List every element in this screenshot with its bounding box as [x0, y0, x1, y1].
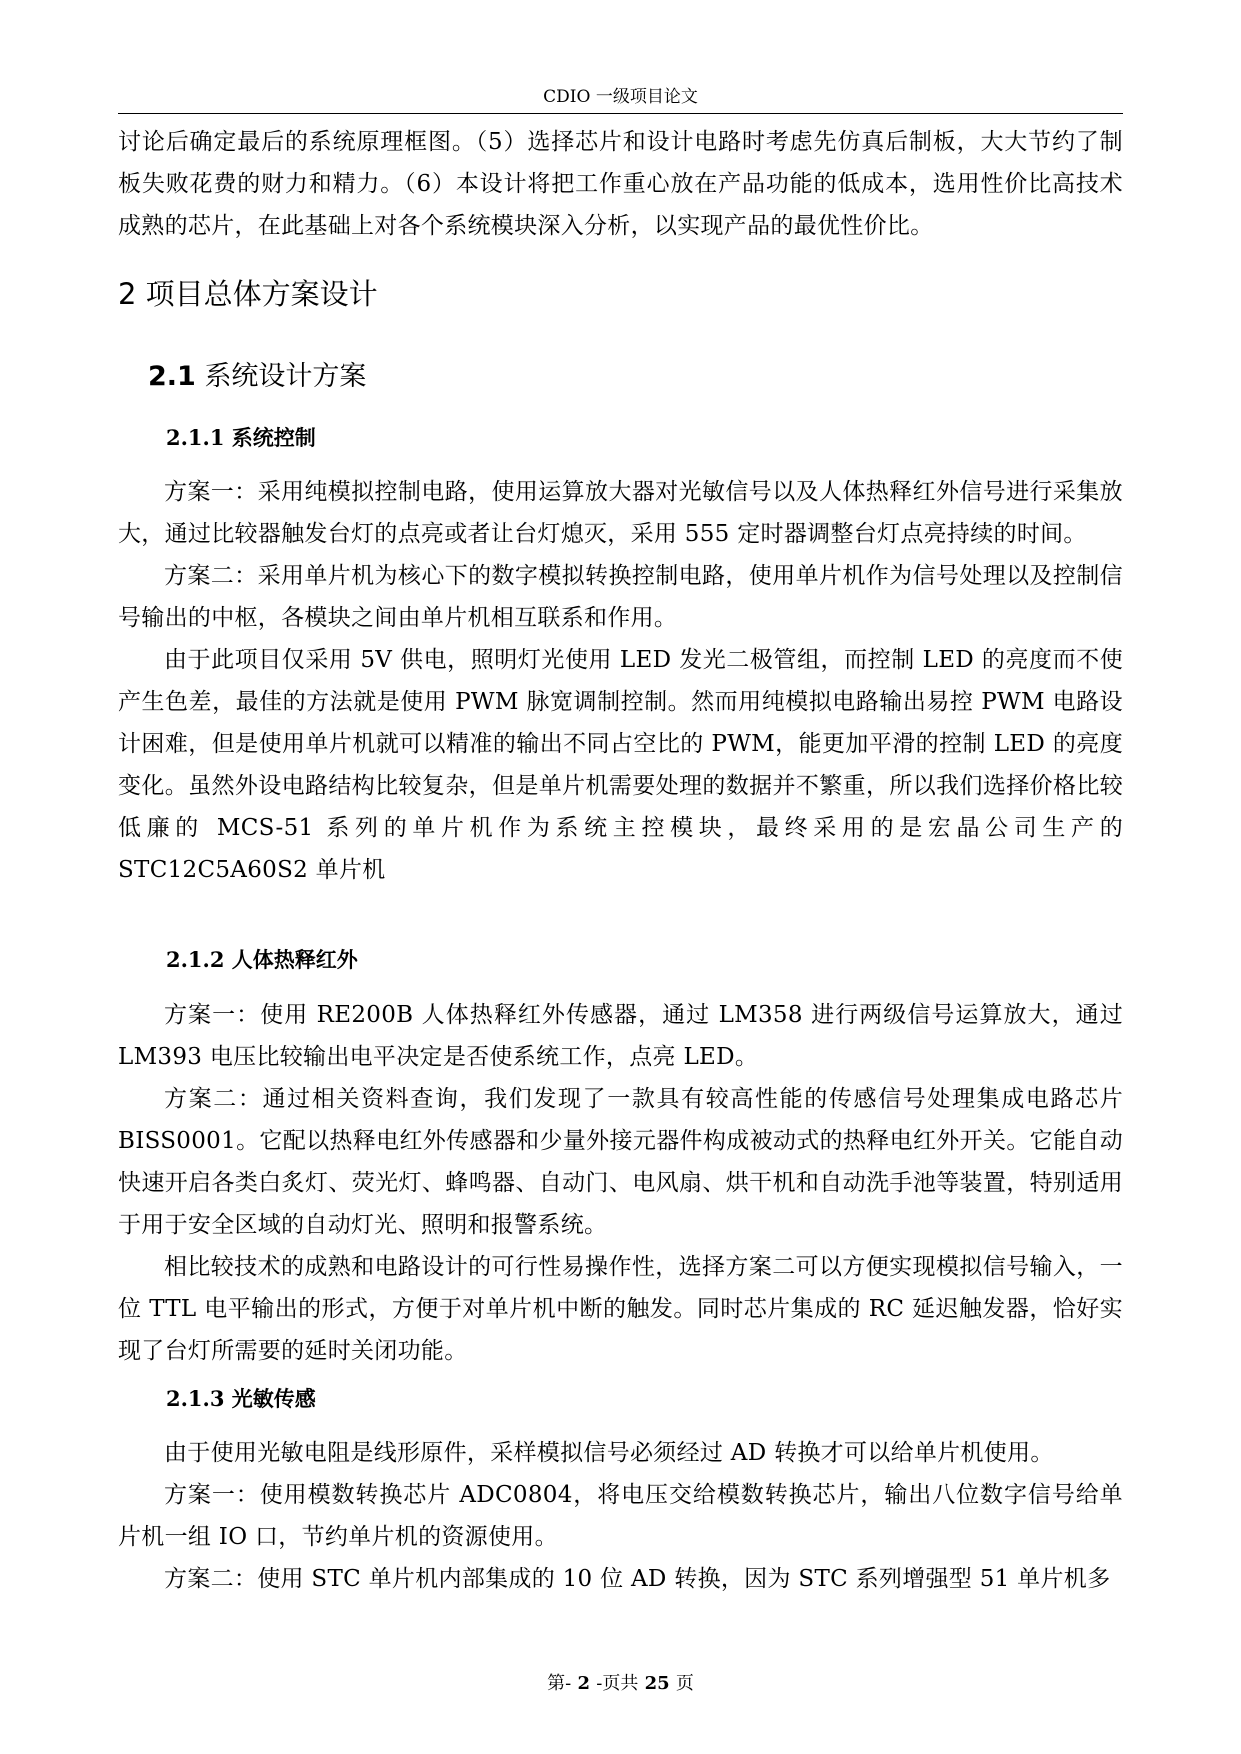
paragraph: 方案一：使用 RE200B 人体热释红外传感器，通过 LM358 进行两级信号运算放大，通过 LM393 电压比较输出电平决定是否使系统工作，点亮 LED。 — [118, 1002, 1123, 1070]
intro-paragraph: 讨论后确定最后的系统原理框图。（5）选择芯片和设计电路时考虑先仿真后制板，大大节约了制板失败花费的财力和精力。（6）本设计将把工作重心放在产品功能的低成本，选用性价比高技术成熟的芯片，在此基础上对各个系统模块深入分析，以实现产品的最优性价比。 — [118, 129, 1123, 239]
page-footer — [0, 1672, 1241, 1696]
paragraph: 相比较技术的成熟和电路设计的可行性易操作性，选择方案二可以方便实现模拟信号输入，一位 TTL 电平输出的形式，方便于对单片机中断的触发。同时芯片集成的 RC 延迟触发器，恰好实现了台灯所需要的延时关闭功能。 — [118, 1254, 1123, 1364]
paragraph: 由于此项目仅采用 5V 供电，照明灯光使用 LED 发光二极管组，而控制 LED 的亮度而不使产生色差，最佳的方法就是使用 PWM 脉宽调制控制。然而用纯模拟电路输出易控 PWM 电路设计困难，但是使用单片机就可以精准的输出不同占空比的 PWM，能更加平滑的控制 LED 的亮度变化。虽然外设电路结构比较复杂，但是单片机需要处理的数据并不繁重，所以我们选择价格比较低廉的 MCS-51 系列的单片机作为系统主控模块，最终采用的是宏晶公司生产的 STC12C5A60S2 单片机 — [118, 647, 1123, 883]
section-2-1-3-body — [118, 1432, 1123, 1600]
paragraph: 方案一：使用模数转换芯片 ADC0804，将电压交给模数转换芯片，输出八位数字信号给单片机一组 IO 口，节约单片机的资源使用。 — [118, 1482, 1123, 1550]
section-heading-2-1-2: 2.1.2 人体热释红外 — [166, 947, 358, 972]
section-heading-2: 2 项目总体方案设计 — [118, 277, 378, 311]
footer-suffix: 页 — [675, 1673, 694, 1694]
section-heading-2-1 — [148, 358, 366, 396]
paragraph: 由于使用光敏电阻是线形原件，采样模拟信号必须经过 AD 转换才可以给单片机使用。 — [164, 1440, 1054, 1466]
section-2-1-1-body — [118, 471, 1123, 891]
section-number-2-1: 2.1 — [148, 361, 196, 392]
section-heading-2-1-1: 2.1.1 系统控制 — [166, 425, 316, 450]
section-title-2-1: 系统设计方案 — [204, 361, 367, 392]
footer-mid: -页共 — [596, 1673, 639, 1694]
footer-prefix: 第- — [547, 1673, 572, 1694]
paragraph: 方案二：使用 STC 单片机内部集成的 10 位 AD 转换，因为 STC 系列增强型 51 单片机多 — [164, 1566, 1111, 1592]
paragraph: 方案一：采用纯模拟控制电路，使用运算放大器对光敏信号以及人体热释红外信号进行采集放大，通过比较器触发台灯的点亮或者让台灯熄灭，采用 555 定时器调整台灯点亮持续的时间。 — [118, 479, 1123, 547]
section-2-1-2-body — [118, 994, 1123, 1372]
header-divider — [118, 113, 1123, 114]
page-number: 2 — [571, 1673, 597, 1694]
intro-paragraph-block — [118, 121, 1123, 247]
section-heading-2-1-3: 2.1.3 光敏传感 — [166, 1386, 316, 1411]
paragraph: 方案二：通过相关资料查询，我们发现了一款具有较高性能的传感信号处理集成电路芯片 BISS0001。它配以热释电红外传感器和少量外接元器件构成被动式的热释电红外开关。它能自动快速开启各类白炙灯、荧光灯、蜂鸣器、自动门、电风扇、烘干机和自动洗手池等装置，特别适用于用于安全区域的自动灯光、照明和报警系统。 — [118, 1086, 1123, 1238]
total-pages: 25 — [638, 1673, 676, 1694]
page-header: CDIO 一级项目论文 — [543, 87, 698, 107]
paragraph: 方案二：采用单片机为核心下的数字模拟转换控制电路，使用单片机作为信号处理以及控制信号输出的中枢，各模块之间由单片机相互联系和作用。 — [118, 563, 1123, 631]
